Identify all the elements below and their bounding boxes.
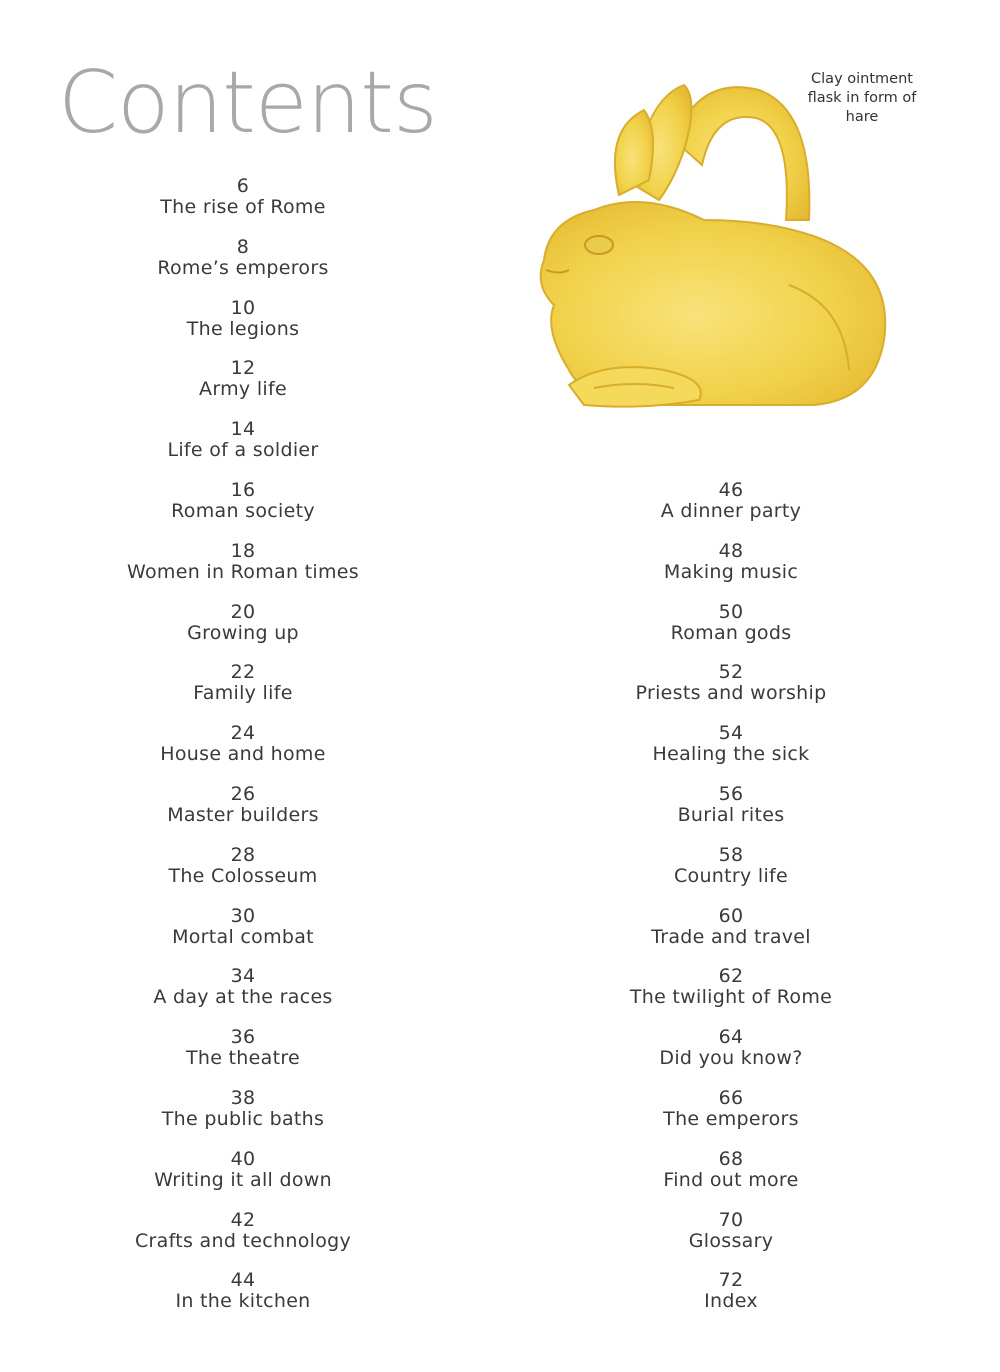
page-title: Contents [58,53,437,153]
page-number: 24 [230,722,256,745]
contents-entry[interactable] [551,1088,911,1149]
page-number: 56 [718,782,744,805]
page-number: 44 [230,1269,256,1292]
section-title: Crafts and technology [134,1229,352,1252]
contents-entry[interactable] [63,358,423,419]
page-number: 30 [230,904,256,927]
section-title: Family life [193,682,293,705]
section-title: In the kitchen [175,1290,311,1313]
section-title: The public baths [161,1107,325,1130]
section-title: The twilight of Rome [629,986,833,1009]
page-number: 50 [718,600,744,623]
section-title: Life of a soldier [167,439,319,462]
contents-entry[interactable] [63,1210,423,1271]
page-number: 12 [230,357,256,380]
page-number: 58 [718,843,744,866]
section-title: The legions [186,317,300,340]
contents-entry[interactable] [63,480,423,541]
section-title: Rome’s emperors [157,256,329,279]
contents-entry[interactable] [551,662,911,723]
page-number: 8 [236,235,250,258]
contents-entry[interactable] [551,1210,911,1271]
section-title: Index [704,1290,758,1313]
contents-entry[interactable] [551,966,911,1027]
contents-entry[interactable] [63,662,423,723]
section-title: Trade and travel [651,925,811,948]
section-title: House and home [160,743,326,766]
page-number: 48 [718,539,744,562]
section-title: Making music [663,560,799,583]
contents-entry[interactable] [63,966,423,1027]
section-title: Master builders [167,803,319,826]
page-number: 34 [230,965,256,988]
section-title: Army life [199,378,287,401]
contents-entry[interactable] [551,723,911,784]
section-title: Glossary [688,1229,774,1252]
section-title: Country life [673,864,789,887]
section-title: The rise of Rome [160,196,326,218]
page-number: 28 [230,843,256,866]
contents-entry[interactable] [551,1270,911,1331]
contents-entry[interactable] [63,1149,423,1210]
contents-entry[interactable] [63,1027,423,1088]
contents-entry[interactable] [63,1270,423,1331]
section-title: Roman society [171,499,315,522]
page-number: 72 [718,1269,744,1292]
contents-entry[interactable] [63,845,423,906]
contents-entry[interactable] [63,237,423,298]
section-title: A day at the races [153,986,333,1009]
contents-entry[interactable] [63,419,423,480]
page-number: 62 [718,965,744,988]
contents-entry[interactable] [63,602,423,663]
contents-entry[interactable] [551,1149,911,1210]
page-number: 36 [230,1026,256,1049]
contents-entry[interactable] [63,541,423,602]
page-number: 26 [230,782,256,805]
section-title: Growing up [187,621,299,644]
contents-entry[interactable] [63,176,423,237]
page-number: 20 [230,600,256,623]
section-title: Did you know? [659,1047,803,1070]
contents-entry[interactable] [63,723,423,784]
contents-entry[interactable] [551,906,911,967]
section-title: Writing it all down [154,1168,332,1191]
page-number: 6 [236,175,250,197]
section-title: Find out more [663,1168,799,1191]
page-number: 38 [230,1086,256,1109]
page-number: 60 [718,904,744,927]
page-number: 16 [230,478,256,501]
section-title: Mortal combat [172,925,314,948]
contents-entry[interactable] [551,784,911,845]
contents-entry[interactable] [551,480,911,541]
page-number: 70 [718,1208,744,1231]
page-number: 46 [718,479,744,501]
contents-entry[interactable] [551,541,911,602]
contents-column-left [63,176,423,1331]
contents-column-right [551,480,911,1331]
section-title: Roman gods [670,621,792,644]
section-title: Healing the sick [652,743,810,766]
page-number: 52 [718,661,744,684]
page-number: 10 [230,296,256,319]
section-title: The theatre [185,1047,301,1070]
section-title: Priests and worship [635,682,827,705]
section-title: Women in Roman times [127,560,359,583]
hare-flask-illustration [524,70,904,420]
page-number: 66 [718,1086,744,1109]
image-caption: Clay ointment flask in form of hare [807,71,917,125]
page-number: 64 [718,1026,744,1049]
section-title: A dinner party [660,500,802,522]
contents-entry[interactable] [551,602,911,663]
page-number: 22 [230,661,256,684]
contents-entry[interactable] [63,784,423,845]
section-title: The emperors [663,1107,799,1130]
section-title: Burial rites [677,803,785,826]
contents-entry[interactable] [63,906,423,967]
page-number: 54 [718,722,744,745]
page-number: 68 [718,1147,744,1170]
page-number: 42 [230,1208,256,1231]
contents-entry[interactable] [551,845,911,906]
page-number: 14 [230,418,256,441]
section-title: The Colosseum [168,864,318,887]
page-number: 18 [230,539,256,562]
page-number: 40 [230,1147,256,1170]
contents-entry[interactable] [63,298,423,359]
contents-entry[interactable] [63,1088,423,1149]
contents-entry[interactable] [551,1027,911,1088]
